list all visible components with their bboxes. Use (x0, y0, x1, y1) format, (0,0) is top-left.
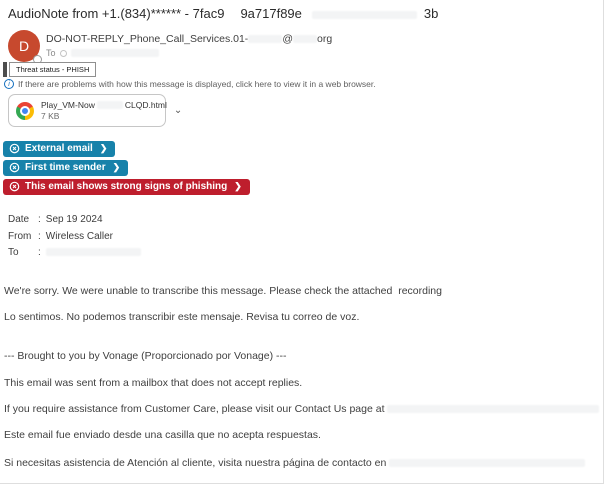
contact-es-text: Si necesitas asistencia de Atención al cliente, visita nuestra página de contacto en (4, 457, 387, 469)
sender-email[interactable] (46, 33, 332, 45)
from-colon: : (38, 230, 41, 242)
phishing-text-strong: strong (110, 181, 142, 192)
chevron-right-icon: ❯ (234, 181, 242, 191)
body-paragraph-en-transcribe: We're sorry. We were unable to transcribe this message. Please check the attached recording (4, 285, 442, 297)
date-colon: : (38, 214, 41, 225)
chevron-right-icon: ❯ (112, 162, 121, 172)
redacted-contact-url-es (389, 459, 585, 467)
redacted-email-part (248, 35, 282, 43)
subject-text: AudioNote from +1.(834)****** - 7fac9 (8, 6, 225, 21)
redacted-recipient (71, 49, 159, 57)
sender-email-prefix: DO-NOT-REPLY_Phone_Call_Services.01- (46, 33, 249, 45)
date-label: Date (8, 214, 30, 225)
meta-from-row (8, 229, 141, 246)
meta-to-row (8, 245, 141, 262)
chrome-html-file-icon (16, 102, 34, 120)
recipient-to-label: To (46, 48, 56, 58)
sender-avatar[interactable] (8, 30, 40, 62)
recipient-avatar-ring (60, 50, 67, 57)
sender-avatar-initial: D (18, 38, 30, 54)
chevron-right-icon: ❯ (99, 143, 108, 153)
external-email-label: External email (25, 143, 93, 154)
attachment-card[interactable] (8, 94, 183, 127)
email-subject (8, 6, 438, 21)
to-colon: : (38, 247, 41, 258)
info-bar-text: If there are problems with how this message is displayed, click here to view it in a web browser. (18, 79, 376, 89)
x-circle-icon (9, 181, 20, 192)
phishing-text-post: signs of phishing (141, 181, 228, 192)
from-label: From (8, 230, 32, 242)
threat-tag-label: Threat status - PHISH (9, 62, 96, 77)
phishing-text-pre: This email shows (25, 181, 111, 192)
from-value: Wireless Caller (45, 230, 114, 242)
redacted-contact-url-en (387, 405, 599, 413)
redacted-to-value (46, 248, 141, 256)
body-paragraph-no-reply-es: Este email fue enviado desde una casilla que no acepta respuestas. (4, 429, 321, 441)
threat-tag-accent-bar (3, 62, 7, 77)
message-display-info-bar[interactable] (4, 79, 376, 89)
external-email-banner[interactable] (3, 141, 115, 157)
sender-email-suffix: org (316, 33, 333, 45)
attachment-name-start: Play_VM-Now (41, 99, 95, 110)
phishing-banner-text (25, 181, 227, 192)
attachment-name-end: CLQD.html (124, 99, 167, 110)
redacted-subject-text (312, 11, 417, 19)
contact-en-text: If you require assistance from Customer Care, please visit our Contact Us page at (4, 403, 385, 415)
first-time-sender-label: First time sender (25, 162, 106, 173)
info-icon: i (4, 79, 14, 89)
body-paragraph-contact-es (4, 457, 585, 469)
threat-status-tag (3, 62, 96, 77)
attachment-dropdown-chevron-icon[interactable]: ⌄ (173, 104, 183, 116)
subject-hash-2: 3b (423, 6, 439, 21)
meta-date-row (8, 212, 141, 229)
alert-circle-icon (9, 143, 20, 154)
body-paragraph-vonage: --- Brought to you by Vonage (Proporcionado por Vonage) --- (4, 350, 287, 362)
redacted-filename-part (97, 101, 123, 109)
subject-hash-1: 9a717f89e (240, 6, 302, 21)
first-time-sender-banner[interactable] (3, 160, 128, 176)
redacted-email-domain (293, 35, 317, 43)
email-meta-headers (8, 212, 141, 262)
attachment-size: 7 KB (41, 110, 60, 121)
recipient-line[interactable] (46, 48, 159, 58)
body-paragraph-es-transcribe: Lo sentimos. No podemos transcribir este mensaje. Revisa tu correo de voz. (4, 311, 360, 323)
sender-email-at: @ (282, 33, 293, 45)
to-label: To (8, 247, 19, 258)
body-paragraph-contact-en (4, 403, 599, 415)
body-paragraph-no-reply-en: This email was sent from a mailbox that does not accept replies. (4, 377, 303, 389)
attachment-info (41, 100, 167, 122)
alert-circle-icon (9, 162, 20, 173)
date-value: Sep 19 2024 (45, 214, 103, 225)
phishing-warning-banner[interactable] (3, 179, 250, 195)
